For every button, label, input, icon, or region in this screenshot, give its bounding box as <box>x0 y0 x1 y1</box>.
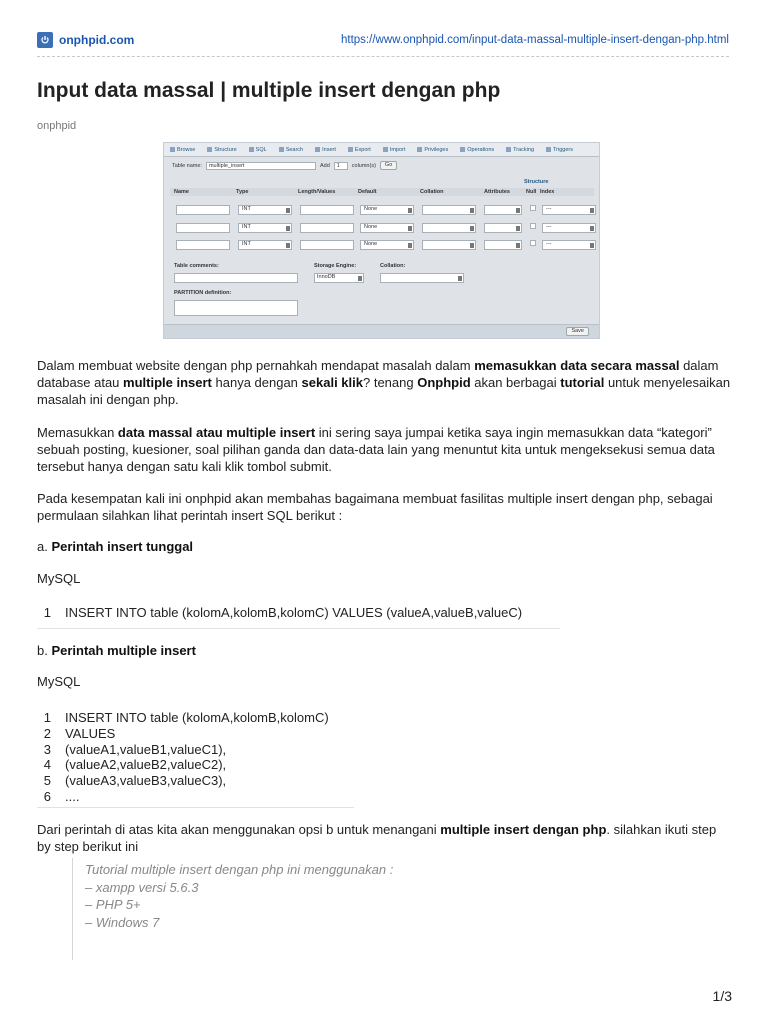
pma-table-comments-label: Table comments: <box>174 263 219 269</box>
pma-structure-row: INT None --- <box>174 205 594 217</box>
page-number: 1/3 <box>712 988 732 1004</box>
pma-structure-label: Structure <box>524 179 549 185</box>
site-name[interactable]: onphpid.com <box>59 33 135 47</box>
quote-line: – Windows 7 <box>85 914 160 930</box>
section-b-language: MySQL <box>37 674 81 689</box>
page-url[interactable]: https://www.onphpid.com/input-data-massal-multiple-insert-dengan-php.html <box>341 34 729 46</box>
pma-header: Name <box>174 189 189 195</box>
pma-structure-row: INT None --- <box>174 240 594 252</box>
section-b-heading: b. Perintah multiple insert <box>37 643 196 658</box>
pma-tab: Tracking <box>506 147 534 153</box>
pma-tab: Triggers <box>546 147 573 153</box>
pma-column-headers <box>170 188 594 196</box>
pma-go-button: Go <box>380 161 397 170</box>
pma-columns-label: column(s) <box>351 162 376 169</box>
pma-structure-row: INT None --- <box>174 223 594 235</box>
pma-add-label: Add <box>319 162 330 169</box>
pma-tab: Insert <box>315 147 336 153</box>
pma-table-name-label: Table name: <box>172 162 202 169</box>
section-a-heading: a. Perintah insert tunggal <box>37 539 194 554</box>
pma-partition-label: PARTITION definition: <box>174 290 232 296</box>
code-line: 1 INSERT INTO table (kolomA,kolomB,kolomC) VALUES (valueA,valueB,valueC) <box>43 605 523 620</box>
code-line: 5 (valueA3,valueB3,valueC3), <box>43 773 227 789</box>
pma-header: Attributes <box>484 189 510 195</box>
code-block-single-insert <box>37 605 522 621</box>
requirements-blockquote <box>72 858 572 960</box>
section-a-language: MySQL <box>37 571 81 586</box>
code-line: 4 (valueA2,valueB2,valueC2), <box>43 757 227 773</box>
paragraph-context: Memasukkan data massal atau multiple insert ini sering saya jumpai ketika saya ingin memasukkan data “kategori” sebuah posting, kuesioner, soal pilihan ganda dan data-data lain yang menuntut kita untuk mengeksekusi semua data tersebut hanya dengan satu kali klik tombol submit. <box>37 425 715 474</box>
pma-footer <box>164 324 599 338</box>
pma-add-input: 1 <box>334 162 348 170</box>
article-title: Input data massal | multiple insert dengan php <box>37 79 501 102</box>
code-divider <box>37 628 560 629</box>
pma-table-name-input: multiple_insert <box>206 162 316 170</box>
code-line: 2 VALUES <box>43 725 116 741</box>
pma-save-button: Save <box>566 327 589 336</box>
pma-tab: Browse <box>170 147 195 153</box>
code-line: 1 INSERT INTO table (kolomA,kolomB,kolomC) <box>43 710 329 725</box>
paragraph-intro: Dalam membuat website dengan php pernahkah mendapat masalah dalam memasukkan data secara massal dalam database atau multiple insert hanya dengan sekali klik? tenang Onphpid akan berbagai tutorial untuk menyelesaikan masalah ini dengan php. <box>37 358 731 407</box>
paragraph-step-intro: Dari perintah di atas kita akan menggunakan opsi b untuk menangani multiple insert dengan php. silahkan ikuti step by step berikut ini <box>37 822 717 854</box>
pma-header: Index <box>540 189 555 195</box>
pma-tab: SQL <box>249 147 267 153</box>
pma-tab: Privileges <box>417 147 448 153</box>
pma-header: Null <box>526 189 537 195</box>
quote-line: Tutorial multiple insert dengan php ini menggunakan : <box>85 862 394 877</box>
pma-header: Type <box>236 189 249 195</box>
pma-header: Length/Values <box>298 189 336 195</box>
page-header <box>37 32 729 52</box>
power-icon <box>37 32 53 48</box>
pma-tab-bar <box>164 143 599 157</box>
header-divider <box>37 56 729 57</box>
phpmyadmin-screenshot <box>163 142 600 339</box>
pma-storage-engine-label: Storage Engine: <box>314 263 357 269</box>
quote-line: – PHP 5+ <box>85 897 141 912</box>
paragraph-sql-intro: Pada kesempatan kali ini onphpid akan membahas bagaimana membuat fasilitas multiple insert dengan php, sebagai permulaan silahkan lihat perintah insert SQL berikut : <box>37 491 713 523</box>
pma-tab: Search <box>279 147 303 153</box>
pma-tab: Export <box>348 147 371 153</box>
code-divider <box>37 807 354 808</box>
pma-header: Collation <box>420 189 444 195</box>
code-block-multiple-insert <box>37 710 329 805</box>
quote-line: – xampp versi 5.6.3 <box>85 879 199 895</box>
article-author: onphpid <box>37 120 77 132</box>
pma-table-name-row <box>172 161 397 170</box>
pma-storage-engine-select: InnoDB <box>314 273 364 283</box>
code-line: 3 (valueA1,valueB1,valueC1), <box>43 741 227 757</box>
code-line: 6 .... <box>43 788 80 804</box>
pma-tab: Operations <box>460 147 494 153</box>
pma-tab: Structure <box>207 147 236 153</box>
pma-collation-label: Collation: <box>380 263 406 269</box>
pma-header: Default <box>358 189 377 195</box>
site-link[interactable] <box>37 32 134 48</box>
pma-tab: Import <box>383 147 406 153</box>
